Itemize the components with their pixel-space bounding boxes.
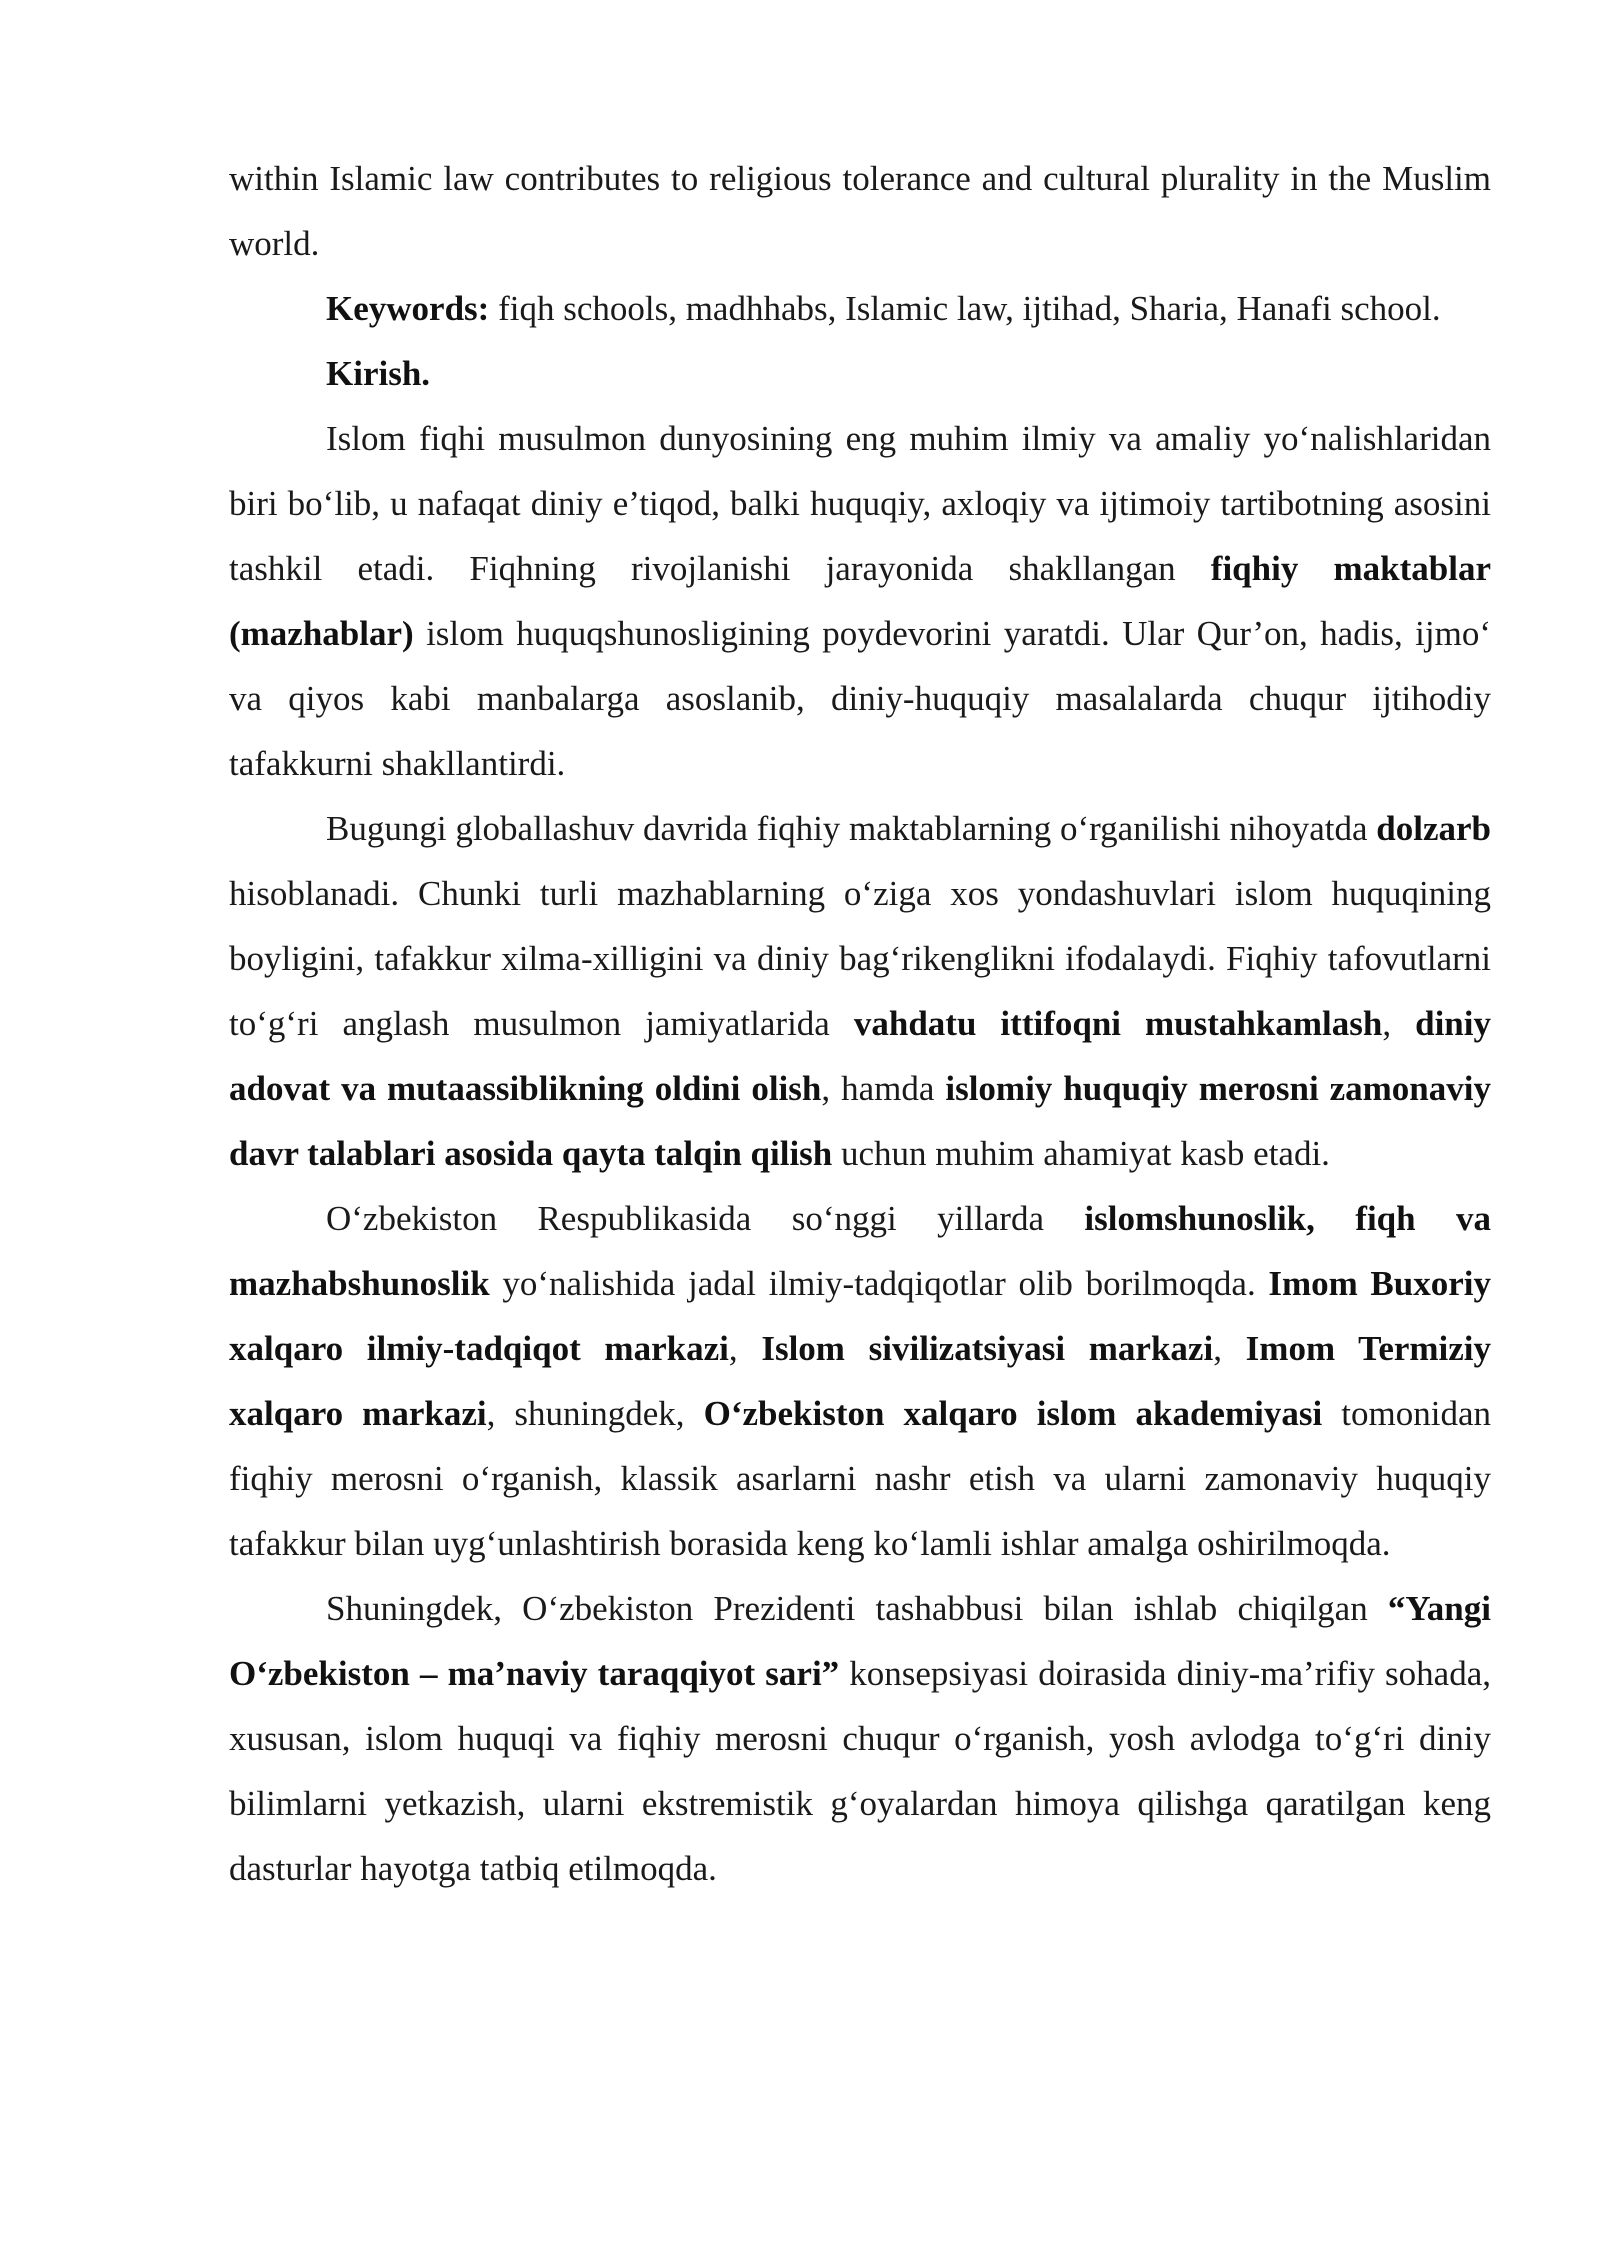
keywords-text: fiqh schools, madhhabs, Islamic law, ijtihad, Sharia, Hanafi school. [489,289,1441,328]
heading-text: Kirish. [326,354,431,393]
bold-run: Imom Termiziy xalqaro markazi [229,1329,1492,1433]
bold-run: “Yangi O‘zbekiston – ma’naviy taraqqiyot sari” [229,1589,1491,1693]
text-run: O‘zbekiston Respublikasida so‘nggi yillarda [326,1199,1085,1238]
text-run: konsepsiyasi doirasida diniy-ma’rifiy sohada, xususan, islom huquqi va fiqhiy merosni chuqur o‘rganish, yosh avlodga to‘g‘ri diniy bilimlarni yetkazish, ularni ekstremistik g‘oyalardan himoya qilishga qaratilgan keng dasturlar hayotga tatbiq etilmoqda. [229,1654,1491,1888]
text-run: yo‘nalishida jadal ilmiy-tadqiqotlar olib borilmoqda. [489,1264,1269,1303]
text-run: , [728,1329,762,1368]
text-run: uchun muhim ahamiyat kasb etadi. [832,1134,1330,1173]
text-run: , shuningdek, [486,1394,704,1433]
keywords-paragraph [229,276,1491,341]
bold-run: Imom Buxoriy xalqaro ilmiy-tadqiqot markazi [229,1264,1491,1368]
paragraph-1 [229,406,1491,796]
bold-run: fiqhiy maktablar (mazhablar) [229,549,1491,653]
bold-run: diniy adovat va mutaassiblikning oldini olish [229,1004,1491,1108]
text-run: , [1213,1329,1246,1368]
text-run: Shuningdek, O‘zbekiston Prezidenti tashabbusi bilan ishlab chiqilgan [326,1589,1388,1628]
text-run: hisoblanadi. Chunki turli mazhablarning o‘ziga xos yondashuvlari islom huquqining boyligini, tafakkur xilma-xilligini va diniy bag‘rikenglikni ifodalaydi. Fiqhiy tafovutlarni to‘g‘ri anglash musulmon jamiyatlarida [229,874,1491,1043]
bold-run: vahdatu ittifoqni mustahkamlash [853,1004,1383,1043]
paragraph-2 [229,796,1491,1186]
text-run: tomonidan fiqhiy merosni o‘rganish, klassik asarlarni nashr etish va ularni zamonaviy huquqiy tafakkur bilan uyg‘unlashtirish borasida keng ko‘lamli ishlar amalga oshirilmoqda. [229,1394,1491,1563]
bold-run: dolzarb [1376,809,1491,848]
text-run: , [1382,1004,1416,1043]
bold-run: islomiy huquqiy merosni zamonaviy davr talablari asosida qayta talqin qilish [229,1069,1491,1173]
text-run: , hamda [821,1069,946,1108]
bold-run: islomshunoslik, fiqh va mazhabshunoslik [229,1199,1491,1303]
text-run: Bugungi globallashuv davrida fiqhiy maktablarning o‘rganilishi nihoyatda [326,809,1377,848]
bold-run: O‘zbekiston xalqaro islom akademiyasi [703,1394,1323,1433]
keywords-label: Keywords: [326,289,490,328]
text-run: islom huquqshunosligining poydevorini yaratdi. Ular Qur’on, hadis, ijmo‘ va qiyos kabi manbalarga asoslanib, diniy-huquqiy masalalarda chuqur ijtihodiy tafakkurni shakllantirdi. [229,614,1491,783]
abstract-continuation [229,146,1491,276]
bold-run: Islom sivilizatsiyasi markazi [761,1329,1214,1368]
section-heading [229,341,1491,406]
paragraph-4 [229,1576,1491,1901]
abstract-text: within Islamic law contributes to religious tolerance and cultural plurality in the Muslim world. [229,159,1491,263]
paragraph-3 [229,1186,1491,1576]
document-page [229,146,1491,1901]
text-run: Islom fiqhi musulmon dunyosining eng muhim ilmiy va amaliy yo‘nalishlaridan biri bo‘lib, u nafaqat diniy e’tiqod, balki huquqiy, axloqiy va ijtimoiy tartibotning asosini tashkil etadi. Fiqhning rivojlanishi jarayonida shakllangan [229,419,1491,588]
